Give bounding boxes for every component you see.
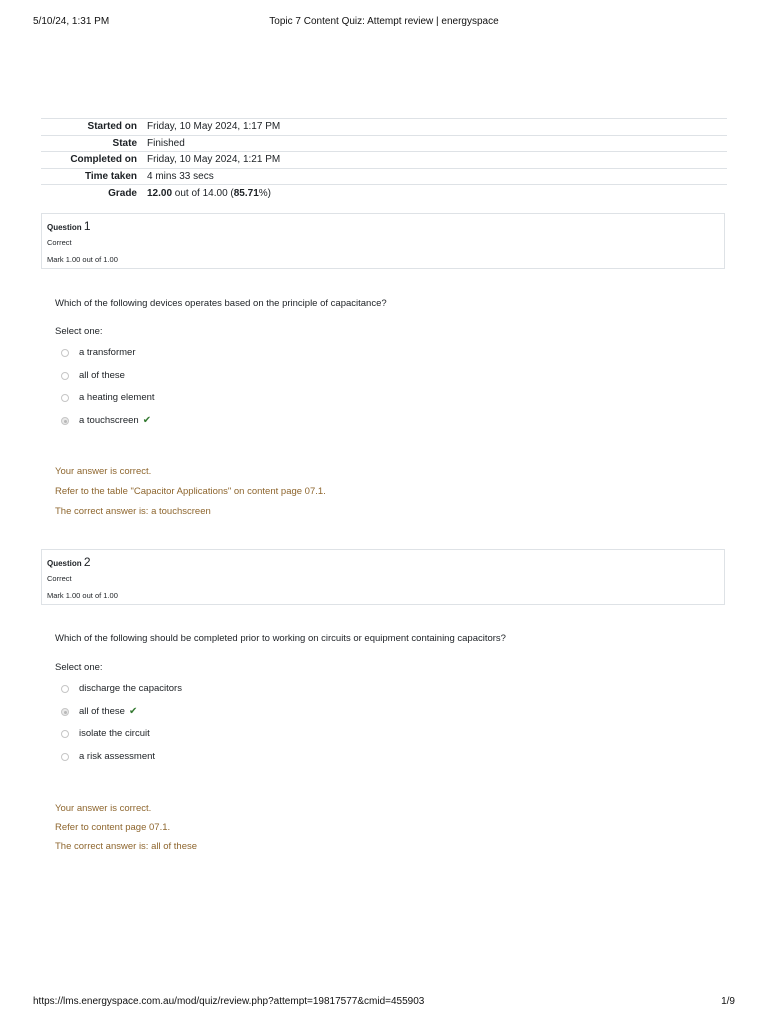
feedback-refer-2: Refer to content page 07.1. [55,822,171,833]
print-title: Topic 7 Content Quiz: Attempt review | energyspace [269,16,499,27]
question-text-2: Which of the following should be completed prior to working on circuits or equipment containing capacitors? [55,633,506,644]
print-url: https://lms.energyspace.com.au/mod/quiz/review.php?attempt=19817577&cmid=455903 [33,996,425,1007]
radio-button[interactable] [61,372,69,380]
check-icon: ✔ [128,706,138,717]
question-number-value: 1 [83,219,91,233]
check-icon: ✔ [142,415,152,426]
answer-label: all of these [79,706,125,717]
answer-label: discharge the capacitors [79,683,182,694]
answer-label: isolate the circuit [79,728,150,739]
question-number [47,219,91,233]
feedback-correct-1: Your answer is correct. [55,466,152,477]
completed-value: Friday, 10 May 2024, 1:21 PM [147,154,281,166]
print-page-number: 1/9 [721,996,735,1007]
question-info-2 [41,549,725,605]
question-number-value: 2 [83,555,91,569]
radio-button[interactable] [61,394,69,402]
summary-row-time [41,168,727,185]
answer-label: a touchscreen [79,415,139,426]
question-label: Question [47,223,82,232]
feedback-correct-2: Your answer is correct. [55,803,152,814]
started-value: Friday, 10 May 2024, 1:17 PM [147,121,281,133]
summary-row-state [41,135,727,152]
radio-button-selected[interactable] [61,417,69,425]
select-one-prompt-2: Select one: [55,662,103,673]
completed-label: Completed on [70,154,137,166]
summary-row-grade [41,185,727,202]
answer-label: a transformer [79,347,136,358]
question-mark: Mark 1.00 out of 1.00 [47,591,118,600]
select-one-prompt-1: Select one: [55,326,103,337]
feedback-answer-1: The correct answer is: a touchscreen [55,506,211,517]
grade-score: 12.00 [147,187,173,199]
feedback-answer-2: The correct answer is: all of these [55,841,198,852]
question-label: Question [47,559,82,568]
question-info-1 [41,213,725,269]
state-value: Finished [147,137,185,149]
radio-button[interactable] [61,730,69,738]
grade-value [142,185,727,202]
answer-label: a risk assessment [79,751,156,762]
time-value: 4 mins 33 secs [147,171,214,183]
time-label: Time taken [84,171,137,183]
feedback-refer-1: Refer to the table "Capacitor Applications" on content page 07.1. [55,486,326,497]
radio-button[interactable] [61,349,69,357]
answer-label-wrap [79,706,137,717]
print-date: 5/10/24, 1:31 PM [33,16,110,27]
answer-label: a heating element [79,392,155,403]
question-state: Correct [47,238,72,247]
summary-row-started [41,119,727,136]
question-number [47,555,91,569]
radio-button[interactable] [61,685,69,693]
radio-button[interactable] [61,753,69,761]
question-state: Correct [47,574,72,583]
print-header [33,16,735,30]
grade-out-of: out of 14.00 ( [172,187,234,199]
started-label: Started on [87,121,137,133]
answer-label-wrap [79,415,151,426]
grade-label: Grade [108,187,137,199]
grade-end: %) [258,187,272,199]
radio-button-selected[interactable] [61,708,69,716]
grade-percent: 85.71 [233,187,259,199]
print-footer [33,996,735,1010]
question-text-1: Which of the following devices operates based on the principle of capacitance? [55,298,387,309]
question-mark: Mark 1.00 out of 1.00 [47,255,118,264]
attempt-summary-table [41,118,727,201]
summary-row-completed [41,152,727,169]
state-label: State [112,137,137,149]
answer-label: all of these [79,370,125,381]
